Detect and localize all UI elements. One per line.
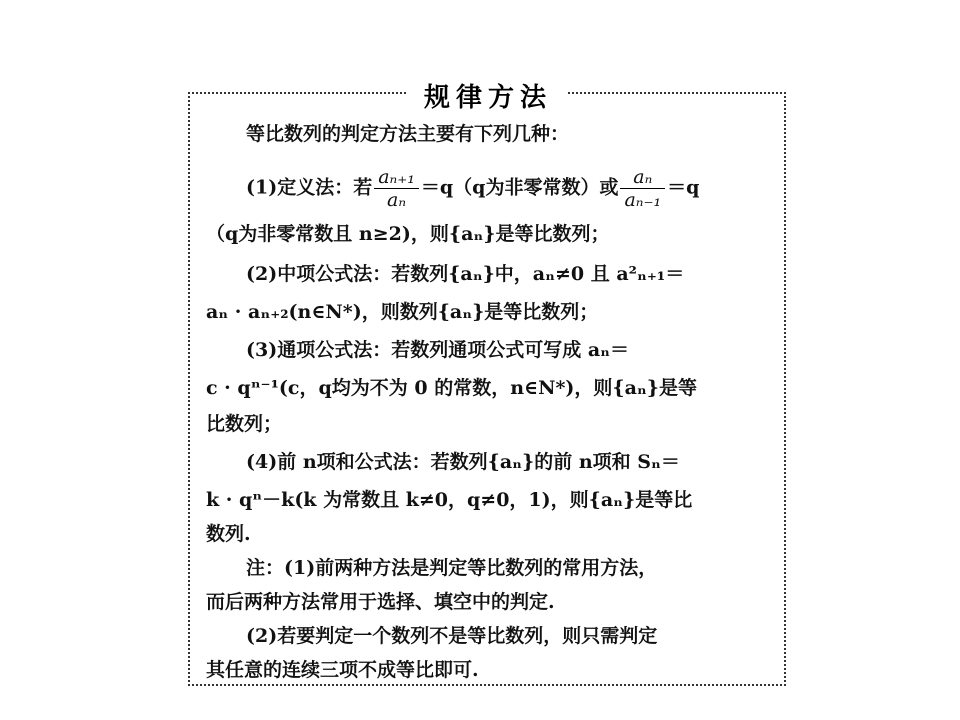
text-line-14: (2)若要判定一个数列不是等比数列，则只需判定 <box>246 625 658 647</box>
text-line-11: 数列. <box>206 523 251 545</box>
text-line-1: 等比数列的判定方法主要有下列几种： <box>246 123 570 145</box>
text-line-6: (3)通项公式法：若数列通项公式可写成 aₙ＝ <box>246 339 629 361</box>
text-line-2: (1)定义法：若 $\frac{\text{aₙ₊₁}}{\text{aₙ}}$ ＝q（q为非零常数）或 $\frac{\text{aₙ}}{\text{aₙ₋₁}}$ ＝q <box>246 166 700 211</box>
section-title: 规律方法 <box>408 78 568 112</box>
text-line-13: 而后两种方法常用于选择、填空中的判定. <box>206 591 555 613</box>
text-line-3: （q为非零常数且 n≥2)，则{aₙ}是等比数列； <box>206 223 610 245</box>
text-line-7: c · qⁿ⁻¹(c，q均为不为 0 的常数，n∈N*)，则{aₙ}是等 <box>206 377 697 399</box>
text-line-9: (4)前 n项和公式法：若数列{aₙ}的前 n项和 Sₙ＝ <box>246 451 680 473</box>
text-line-15: 其任意的连续三项不成等比即可. <box>206 659 479 681</box>
text-line-10: k · qⁿ－k(k 为常数且 k≠0，q≠0，1)，则{aₙ}是等比 <box>206 489 693 511</box>
text-line-8: 比数列； <box>206 413 283 435</box>
fraction-1: $\frac{\text{aₙ₊₁}}{\text{aₙ}}$ <box>374 166 419 211</box>
text-line-5: aₙ · aₙ₊₂(n∈N*)，则数列{aₙ}是等比数列； <box>206 301 599 323</box>
text-line-4: (2)中项公式法：若数列{aₙ}中，aₙ≠0 且 a²ₙ₊₁＝ <box>246 263 685 285</box>
fraction-2: $\frac{\text{aₙ}}{\text{aₙ₋₁}}$ <box>620 166 665 211</box>
text-line-12: 注：(1)前两种方法是判定等比数列的常用方法， <box>246 557 658 579</box>
